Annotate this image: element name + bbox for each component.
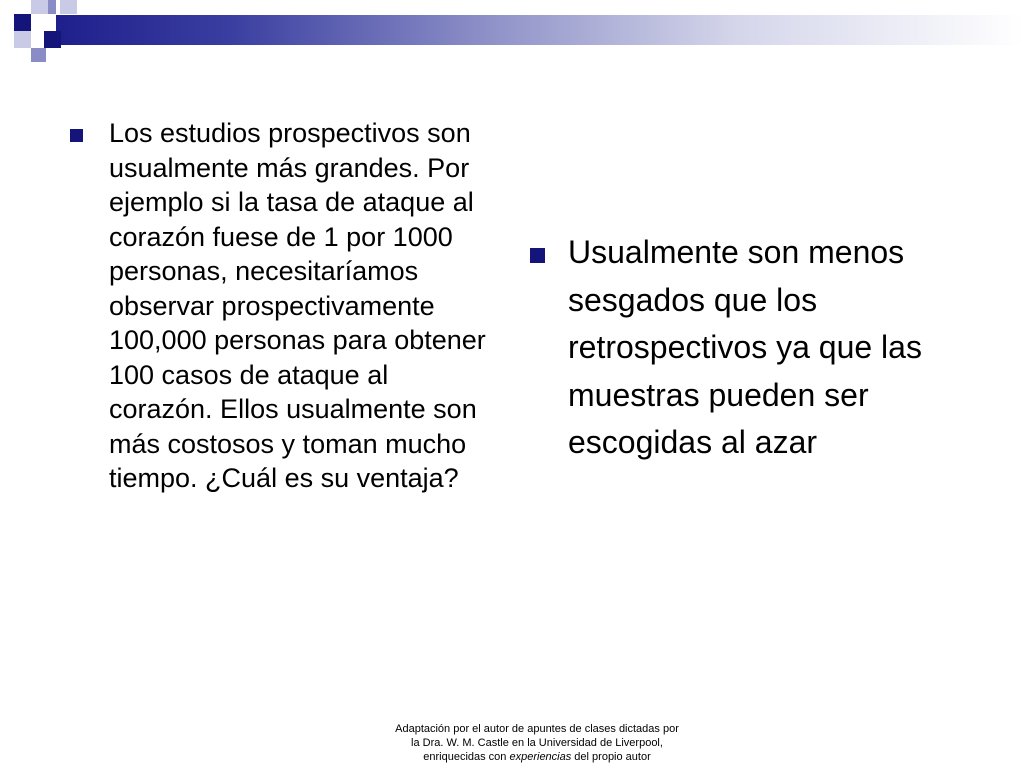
left-column	[70, 118, 490, 496]
footer-line-3	[370, 750, 704, 764]
right-column	[530, 232, 970, 467]
decorative-square	[31, 0, 48, 14]
square-bullet-icon	[70, 129, 83, 142]
footer-line-3-suffix: del propio autor	[571, 751, 651, 763]
square-bullet-icon	[530, 248, 545, 263]
right-bullet-text: Usualmente son menos sesgados que los retrospectivos ya que las muestras pueden ser escogidas al azar	[568, 234, 922, 460]
footer-line-1: Adaptación por el autor de apuntes de clases dictadas por	[395, 723, 679, 735]
bullet-item	[70, 118, 490, 496]
bullet-item	[530, 232, 970, 467]
footer-credit	[370, 722, 704, 764]
decorative-square	[14, 14, 31, 31]
decorative-square	[44, 31, 61, 48]
left-bullet-text: Los estudios prospectivos son usualmente más grandes. Por ejemplo si la tasa de ataque al corazón fuese de 1 por 1000 personas, necesitaríamos observar prospectivamente 100,000 personas para obtener 100 casos de ataque al corazón. Ellos usualmente son más costosos y toman mucho tiempo. ¿Cuál es su ventaja?	[109, 118, 486, 493]
footer-line-3-prefix: enriquecidas con	[423, 751, 510, 763]
decorative-square	[60, 0, 77, 14]
footer-line-2: la Dra. W. M. Castle en la Universidad de Liverpool,	[411, 737, 663, 749]
decorative-square	[14, 31, 31, 48]
header-gradient-band	[56, 15, 1024, 45]
decorative-square	[31, 48, 46, 62]
footer-line-3-italic: experiencias	[509, 751, 572, 763]
decorative-square	[48, 0, 56, 14]
